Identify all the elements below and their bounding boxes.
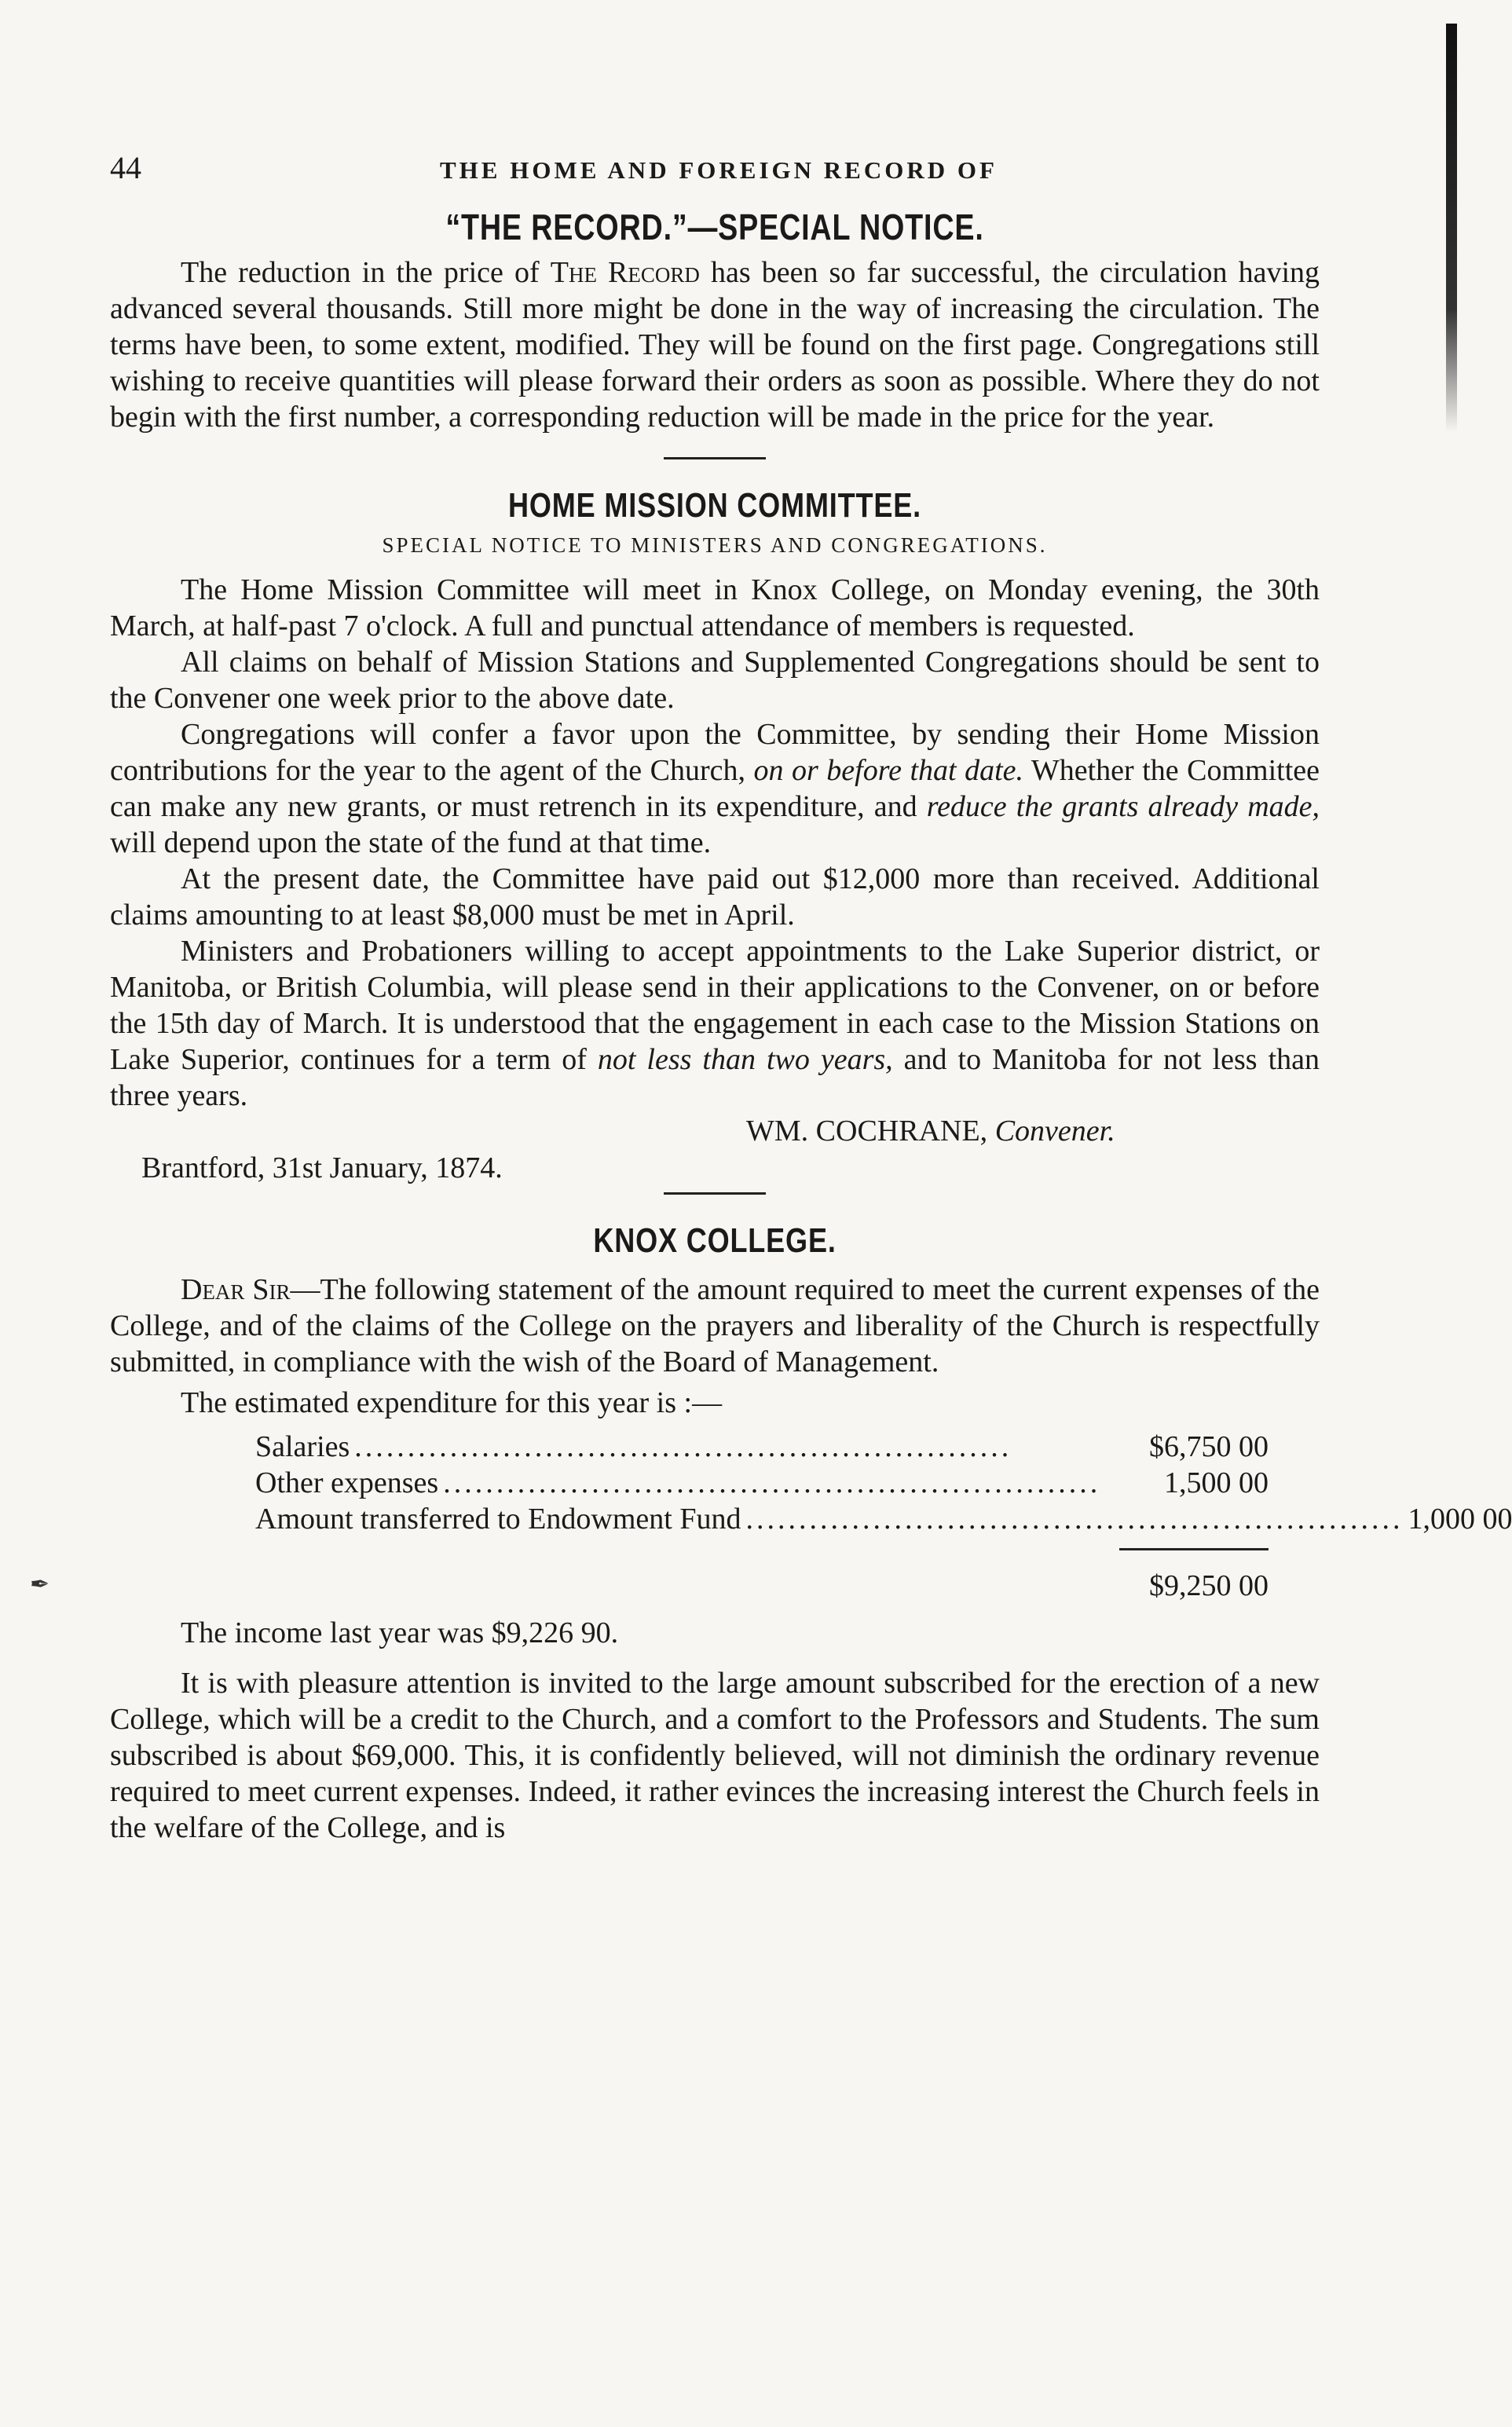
section-divider [664,457,766,459]
record-notice-title: “THE RECORD.”—SPECIAL NOTICE. [445,207,984,247]
page-edge-shadow [1446,24,1457,432]
page-number: 44 [110,150,141,185]
income-line: The income last year was $9,226 90. [181,1616,619,1649]
running-title: THE HOME AND FOREIGN RECORD OF [440,156,998,184]
home-mission-title: HOME MISSION COMMITTEE. [507,486,921,525]
expenditure-table [255,1429,1512,1604]
table-row: Salaries .............................................................. $6,750 00 [255,1430,1269,1463]
record-notice-body: The reduction in the price of The Record has been so far successful, the circulation having advanced several thousands. Still more might be done in the way of increasing the circulation. The terms have been, to some extent, modified. They will be found on the first page. Congregations still wishing to receive quantities will please forward their orders as soon as possible. Where they do not begin with the first number, a corresponding reduction will be made in the price for the year. [110,256,1320,434]
home-mission-paragraph-2: All claims on behalf of Mission Stations and Supplemented Congregations should be sent to the Convener one week prior to the above date. [110,646,1320,715]
knox-college-title: KNOX COLLEGE. [593,1221,837,1260]
margin-ink-mark: ✒ [30,1572,50,1598]
table-row: Amount transferred to Endowment Fund .............................................................. 1,000 00 [255,1503,1512,1536]
total-rule [1119,1548,1269,1550]
running-header [110,149,1320,196]
home-mission-paragraph-3: Congregations will confer a favor upon the Committee, by sending their Home Mission contributions for the year to the agent of the Church, on or before that date. Whether the Committee can make any new grants, or must retrench in its expenditure, and reduce the grants already made, will depend upon the state of the fund at that time. [110,718,1320,859]
section-divider [664,1192,766,1195]
home-mission-paragraph-4: At the present date, the Committee have paid out $12,000 more than received. Additional claims amounting to at least $8,000 must be met in April. [110,862,1320,932]
home-mission-paragraph-1: The Home Mission Committee will meet in Knox College, on Monday evening, the 30th March, at half-past 7 o'clock. A full and punctual attendance of members is requested. [110,573,1320,642]
table-row: Other expenses .............................................................. 1,500 00 [255,1466,1269,1499]
dateline: Brantford, 31st January, 1874. [141,1151,503,1184]
page-column [110,149,1512,1846]
signature: WM. COCHRANE, Convener. [746,1115,1115,1148]
home-mission-subtitle: SPECIAL NOTICE TO MINISTERS AND CONGREGATIONS. [382,533,1048,557]
expenditure-total: $9,250 00 [1149,1569,1269,1602]
expenditure-intro: The estimated expenditure for this year is :— [181,1386,723,1419]
knox-paragraph-1: Dear Sir—The following statement of the amount required to meet the current expenses of the College, and of the claims of the College on the prayers and liberality of the Church is respectfully submitted, in compliance with the wish of the Board of Management. [110,1273,1320,1378]
home-mission-paragraph-5: Ministers and Probationers willing to accept appointments to the Lake Superior district, or Manitoba, or British Columbia, will please send in their applications to the Convener, on or before the 15th day of March. It is understood that the engagement in each case to the Mission Stations on Lake Superior, continues for a term of not less than two years, and to Manitoba for not less than three years. [110,935,1320,1112]
knox-paragraph-2: It is with pleasure attention is invited to the large amount subscribed for the erection of a new College, which will be a credit to the Church, and a comfort to the Professors and Students. The sum subscribed is about $69,000. This, it is confidently believed, will not diminish the ordinary revenue required to meet current expenses. Indeed, it rather evinces the increasing interest the Church feels in the welfare of the College, and is [110,1667,1320,1844]
